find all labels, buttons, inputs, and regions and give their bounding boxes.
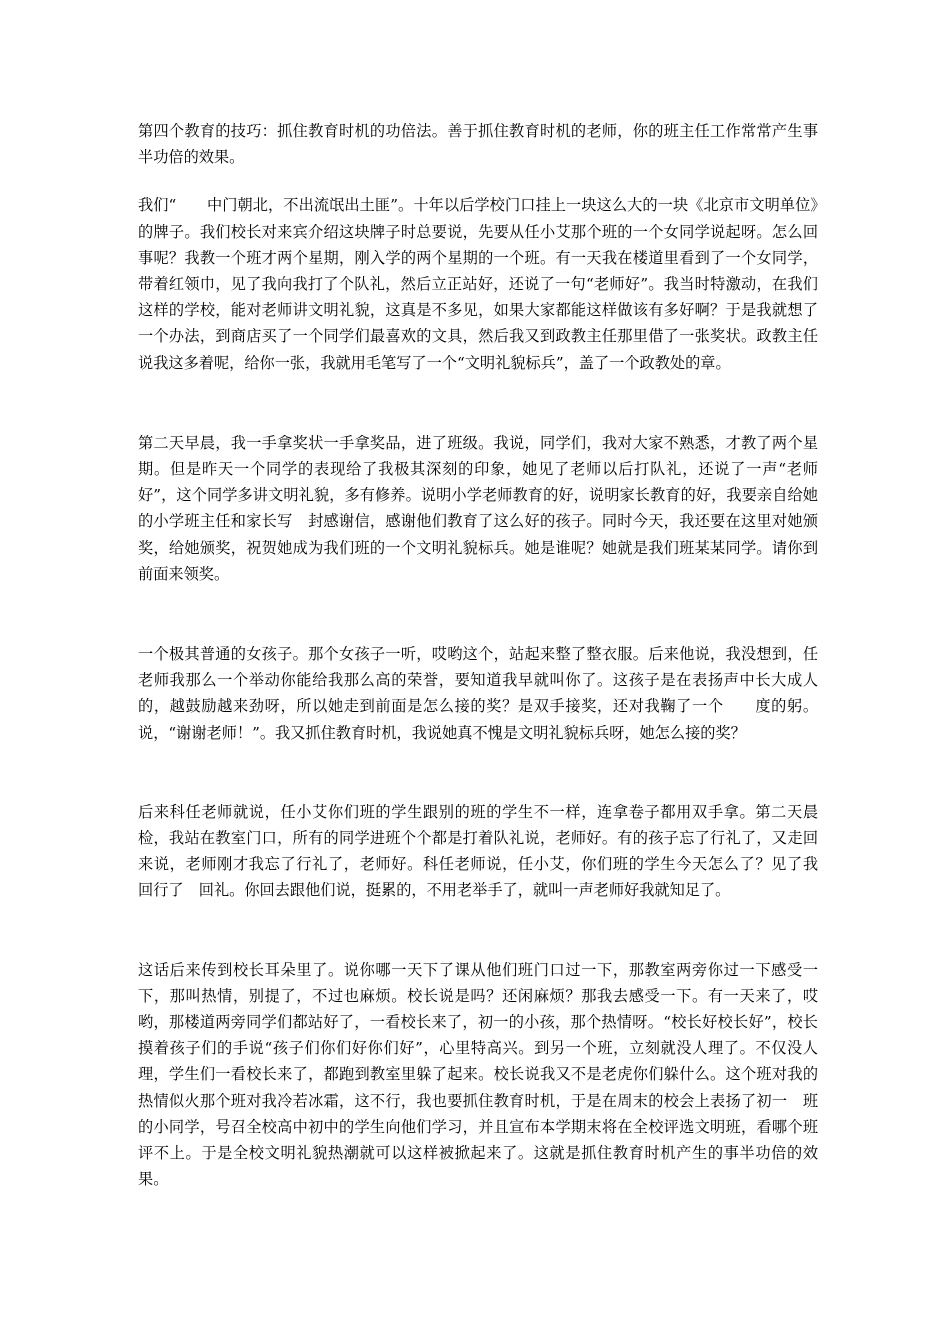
paragraph-award-ceremony: 第二天早晨，我一手拿奖状一手拿奖品，进了班级。我说，同学们，我对大家不熟悉，才教了两个星期。但是昨天一个同学的表现给了我极其深刻的印象，她见了老师以后打队礼，还说了一声“老师好”，这个同学多讲文明礼貌，多有修养。说明小学老师教育的好，说明家长教育的好，我要亲自给她的小学班主任和家长写 封感谢信，感谢他们教育了这么好的孩子。同时今天，我还要在这里对她颁奖，给她颁奖，祝贺她成为我们班的一个文明礼貌标兵。她是谁呢？她就是我们班某某同学。请你到前面来领奖。: [138, 433, 818, 583]
paragraph-girl-reaction: 一个极其普通的女孩子。那个女孩子一听，哎哟这个，站起来整了整衣服。后来他说，我没想到，任老师我那么一个举动你能给我那么高的荣誉，要知道我早就叫你了。这孩子是在表扬声中长大成人的，越鼓励越来劲呀，所以她走到前面是怎么接的奖？是双手接奖，还对我鞠了一个 度的躬。说，“谢谢老师！”。我又抓住教育时机，我说她真不愧是文明礼貌标兵呀，她怎么接的奖？: [138, 645, 818, 742]
document-body: [138, 118, 834, 1193]
paragraph-teachers-comment: 后来科任老师就说，任小艾你们班的学生跟别的班的学生不一样，连拿卷子都用双手拿。第二天晨检，我站在教室门口，所有的同学进班个个都是打着队礼说，老师好。有的孩子忘了行礼了，又走回来说，老师刚才我忘了行礼了，老师好。科任老师说，任小艾，你们班的学生今天怎么了？见了我 回行了 回礼。你回去跟他们说，挺累的，不用老举手了，就叫一声老师好我就知足了。: [138, 802, 834, 900]
paragraph-principal-visit: 这话后来传到校长耳朵里了。说你哪一天下了课从他们班门口过一下，那教室两旁你过一下感受一下，那叫热情，别提了，不过也麻烦。校长说是吗？还闲麻烦？那我去感受一下。有一天来了，哎哟，那楼道两旁同学们都站好了，一看校长来了，初一的小孩，那个热情呀。“校长好校长好”，校长摸着孩子们的手说“孩子们你们好你们好”，心里特高兴。到另一个班，立刻就没人理了。不仅没人理，学生们一看校长来了，都跑到教室里躲了起来。校长说我又不是老虎你们躲什么。这个班对我的热情似火那个班对我冷若冰霜，这不行，我也要抓住教育时机，于是在周末的校会上表扬了初一 班的小同学，号召全校高中初中的学生向他们学习，并且宣布本学期末将在全校评选文明班，看哪个班评不上。于是全校文明礼貌热潮就可以这样被掀起来了。这就是抓住教育时机产生的事半功倍的效果。: [138, 960, 818, 1189]
paragraph-school-story: 我们“ 中门朝北，不出流氓出土匪”。十年以后学校门口挂上一块这么大的一块《北京市文明单位》的牌子。我们校长对来宾介绍这块牌子时总要说，先要从任小艾那个班的一个女同学说起呀。怎么回事呢？我教一个班才两个星期，刚入学的两个星期的一个班。有一天我在楼道里看到了一个女同学，带着红领巾，见了我向我打了个队礼，然后立正站好，还说了一句“老师好”。我当时特激动，在我们这样的学校，能对老师讲文明礼貌，这真是不多见，如果大家都能这样做该有多好啊？于是我就想了一个办法，到商店买了一个同学们最喜欢的文具，然后我又到政教主任那里借了一张奖状。政教主任说我这多着呢，给你一张，我就用毛笔写了一个“文明礼貌标兵”，盖了一个政教处的章。: [138, 196, 818, 372]
paragraph-intro: 第四个教育的技巧：抓住教育时机的功倍法。善于抓住教育时机的老师，你的班主任工作常常产生事半功倍的效果。: [138, 122, 818, 167]
